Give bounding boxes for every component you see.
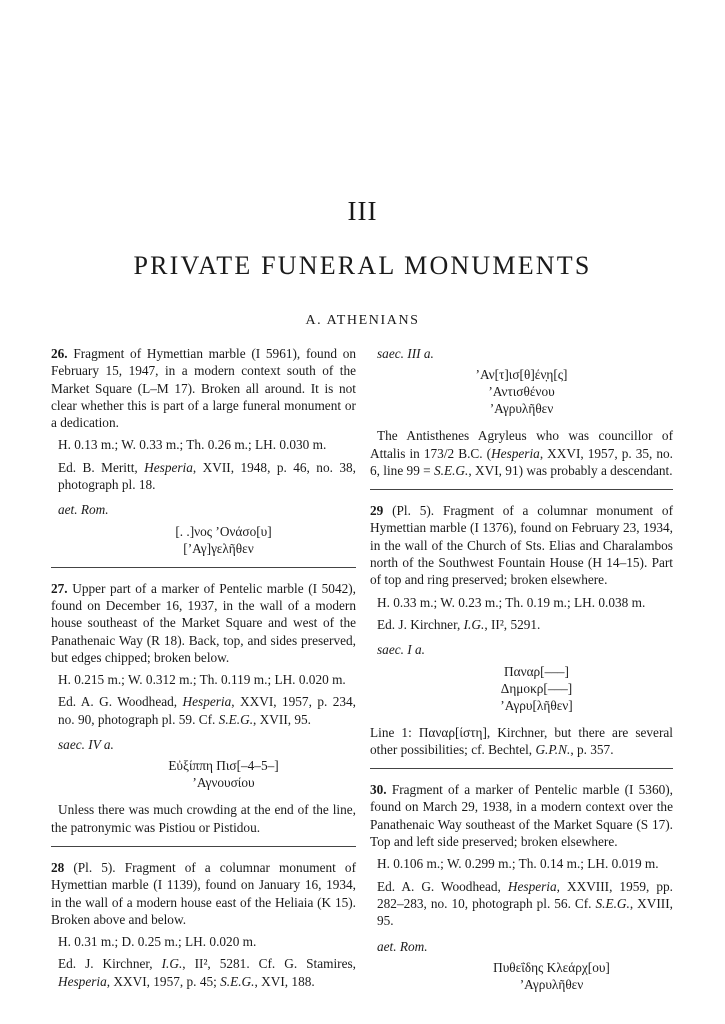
- entry-29-description: 29 (Pl. 5). Fragment of a columnar monument of Hymettian marble (I 1376), found on February 23, 1934, in the wall of the Church of Sts. Elias and Charalambos north of the Southwest Fountain House (H 14–15). Part of top and ring preserved; broken elsewhere.: [370, 503, 673, 588]
- inscription-line: Παναρ[–––]: [504, 663, 569, 679]
- entry-26-inscription: [51, 523, 356, 557]
- section-heading: A. ATHENIANS: [305, 313, 420, 328]
- inscription-line: ’Αγρυ[λῆθεν]: [500, 697, 573, 713]
- entry-29-dimensions: H. 0.33 m.; W. 0.23 m.; Th. 0.19 m.; LH. 0.038 m.: [377, 594, 646, 610]
- entry-27-note: Unless there was much crowding at the end of the line, the patronymic was Pistiou or Pistidou.: [51, 802, 356, 835]
- entry-29-edition: Ed. J. Kirchner, I.G., II², 5291.: [377, 616, 541, 632]
- chapter-number: III: [347, 196, 378, 226]
- inscription-line: ’Αντισθένου: [488, 384, 555, 400]
- inscription-line: [’Αγ]γελῆθεν: [183, 540, 254, 556]
- inscription-line: Εὐξίππη Πισ[–4–5–]: [168, 758, 279, 774]
- entry-28-inscription: [370, 366, 673, 417]
- inscription-line: Πυθεΐδης Κλεάρχ[ου]: [493, 959, 610, 975]
- entry-26-text: Fragment of Hymettian marble (I 5961), found on February 15, 1947, in a modern context south of the Market Square (L–M 17). Broken all around. It is not clear whether this is part of a large funeral monument or a dedication.: [51, 346, 357, 431]
- entry-27-date: saec. IV a.: [58, 737, 114, 753]
- entry-29-text: Fragment of a columnar monument of Hymettian marble (I 1376), found on February 23, 1934, in the wall of the Church of Sts. Elias and Charalambos north of the Southwest Fountain House (H 14–15). Part of top and ring preserved; broken elsewhere.: [370, 503, 673, 588]
- entry-26-dimensions: H. 0.13 m.; W. 0.33 m.; Th. 0.26 m.; LH. 0.030 m.: [58, 437, 327, 453]
- entry-29-inscription: [370, 663, 673, 714]
- entry-divider: [51, 846, 356, 847]
- entry-28-text: Fragment of a columnar monument of Hymettian marble (I 1139), found on January 16, 1934, in the wall of a modern house east of the Heliaia (K 15). Broken above and below.: [51, 859, 356, 927]
- entry-26-date: aet. Rom.: [58, 502, 109, 518]
- entry-29-number: 29: [370, 503, 384, 519]
- entry-26-number: 26.: [51, 346, 68, 361]
- inscription-line: Δημοκρ[–––]: [500, 680, 573, 696]
- entry-divider: [370, 768, 673, 769]
- entry-30-description: [370, 781, 673, 850]
- entry-30-number: 30.: [370, 782, 387, 798]
- entry-30-edition: Ed. A. G. Woodhead, Hesperia, XXVIII, 1959, pp. 282–283, no. 10, photograph pl. 56. Cf. S.E.G., XVIII, 95.: [377, 878, 673, 929]
- inscription-line: ’Αγρυλῆθεν: [489, 401, 554, 417]
- entry-divider: [370, 489, 673, 490]
- inscription-line: ’Αγρυλῆθεν: [519, 976, 584, 992]
- entry-27-edition: Ed. A. G. Woodhead, Hesperia, XXVI, 1957, p. 234, no. 90, photograph pl. 59. Cf. S.E.G., XVII, 95.: [58, 694, 356, 727]
- right-column: [370, 345, 673, 1003]
- entry-27-inscription: [51, 757, 356, 791]
- entry-26-description: [51, 345, 356, 431]
- entry-29-date: saec. I a.: [377, 642, 425, 658]
- entry-30-dimensions: H. 0.106 m.; W. 0.299 m.; Th. 0.14 m.; LH. 0.019 m.: [377, 856, 659, 872]
- entry-30-date: aet. Rom.: [377, 938, 428, 954]
- entry-28-description: 28 (Pl. 5). Fragment of a columnar monument of Hymettian marble (I 1139), found on January 16, 1934, in the wall of a modern house east of the Heliaia (K 15). Broken above and below.: [51, 859, 356, 927]
- entry-30-text: Fragment of a marker of Pentelic marble (I 5360), found on March 29, 1938, in a modern context over the Panathenaic Way southeast of the Market Square (S 17). Top and left side preserved; broken elsewhere.: [370, 782, 673, 850]
- entry-30-inscription: [370, 959, 673, 993]
- entry-28-dimensions: H. 0.31 m.; D. 0.25 m.; LH. 0.020 m.: [58, 934, 257, 950]
- inscription-line: ’Αγνουσίου: [192, 775, 255, 791]
- inscription-line: ’Αν[τ]ισ[θ]έν̣η[ς]: [475, 367, 568, 383]
- entry-27-number: 27.: [51, 580, 68, 596]
- entry-28-number: 28: [51, 859, 65, 875]
- entry-27-text: Upper part of a marker of Pentelic marble (I 5042), found on December 16, 1937, in the wall of a modern house southeast of the Market Square and west of the Panathenaic Way (R 18). Back, top, and sides preserved, but edges chipped; broken below.: [51, 580, 357, 665]
- chapter-title: PRIVATE FUNERAL MONUMENTS: [133, 251, 592, 280]
- entry-divider: [51, 567, 356, 568]
- entry-26-edition: Ed. B. Meritt, Hesperia, XVII, 1948, p. 46, no. 38, photograph pl. 18.: [58, 459, 356, 493]
- entry-28-note: The Antisthenes Agryleus who was councillor of Attalis in 173/2 B.C. (Hesperia, XXVI, 1957, p. 35, no. 6, line 99 = S.E.G., XVI, 91) was probably a descendant.: [370, 428, 674, 478]
- entry-27-description: [51, 580, 356, 666]
- left-column: [51, 345, 356, 998]
- entry-27-dimensions: H. 0.215 m.; W. 0.312 m.; Th. 0.119 m.; LH. 0.020 m.: [58, 672, 346, 688]
- entry-28-edition: Ed. J. Kirchner, I.G., II², 5281. Cf. G. Stamires, Hesperia, XXVI, 1957, p. 45; S.E.G., XVI, 188.: [58, 956, 356, 989]
- entry-29-note: Line 1: Παναρ[ίστη], Kirchner, but there are several other possibilities; cf. Bechtel, G.P.N., p. 357.: [370, 724, 673, 757]
- inscription-line: [. .]νος ’Ονάσο[υ]: [175, 523, 272, 539]
- entry-28-date: saec. III a.: [377, 346, 434, 361]
